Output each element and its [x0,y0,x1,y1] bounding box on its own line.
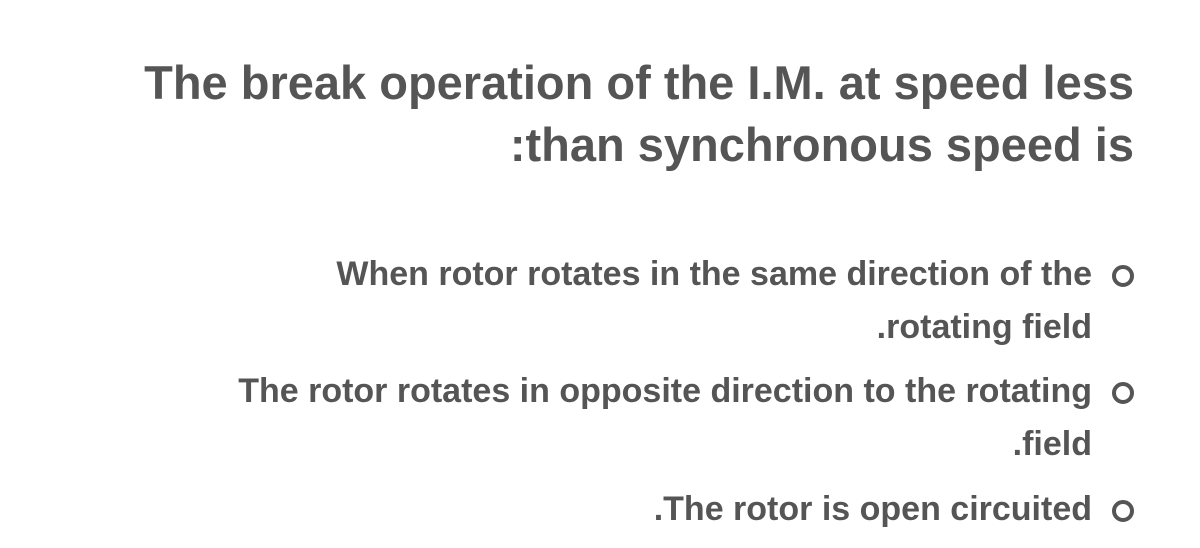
answer-option-3-line-1: .The rotor is open circuited [653,490,1092,528]
question-line-2: :than synchronous speed is [509,118,1134,171]
answer-option-2-line-1: The rotor rotates in opposite direction to the rotating [238,372,1092,410]
answer-option-1-line-2: .rotating field [876,308,1092,346]
radio-unselected-icon[interactable] [1112,382,1134,404]
radio-unselected-icon[interactable] [1112,500,1134,522]
answer-option-2-line-2: .field [1012,425,1092,463]
answer-option-1-line-1: When rotor rotates in the same direction of the [336,255,1092,293]
question-text [40,52,1134,176]
radio-unselected-icon[interactable] [1112,265,1134,287]
question-line-1: The break operation of the I.M. at speed less [144,56,1134,109]
